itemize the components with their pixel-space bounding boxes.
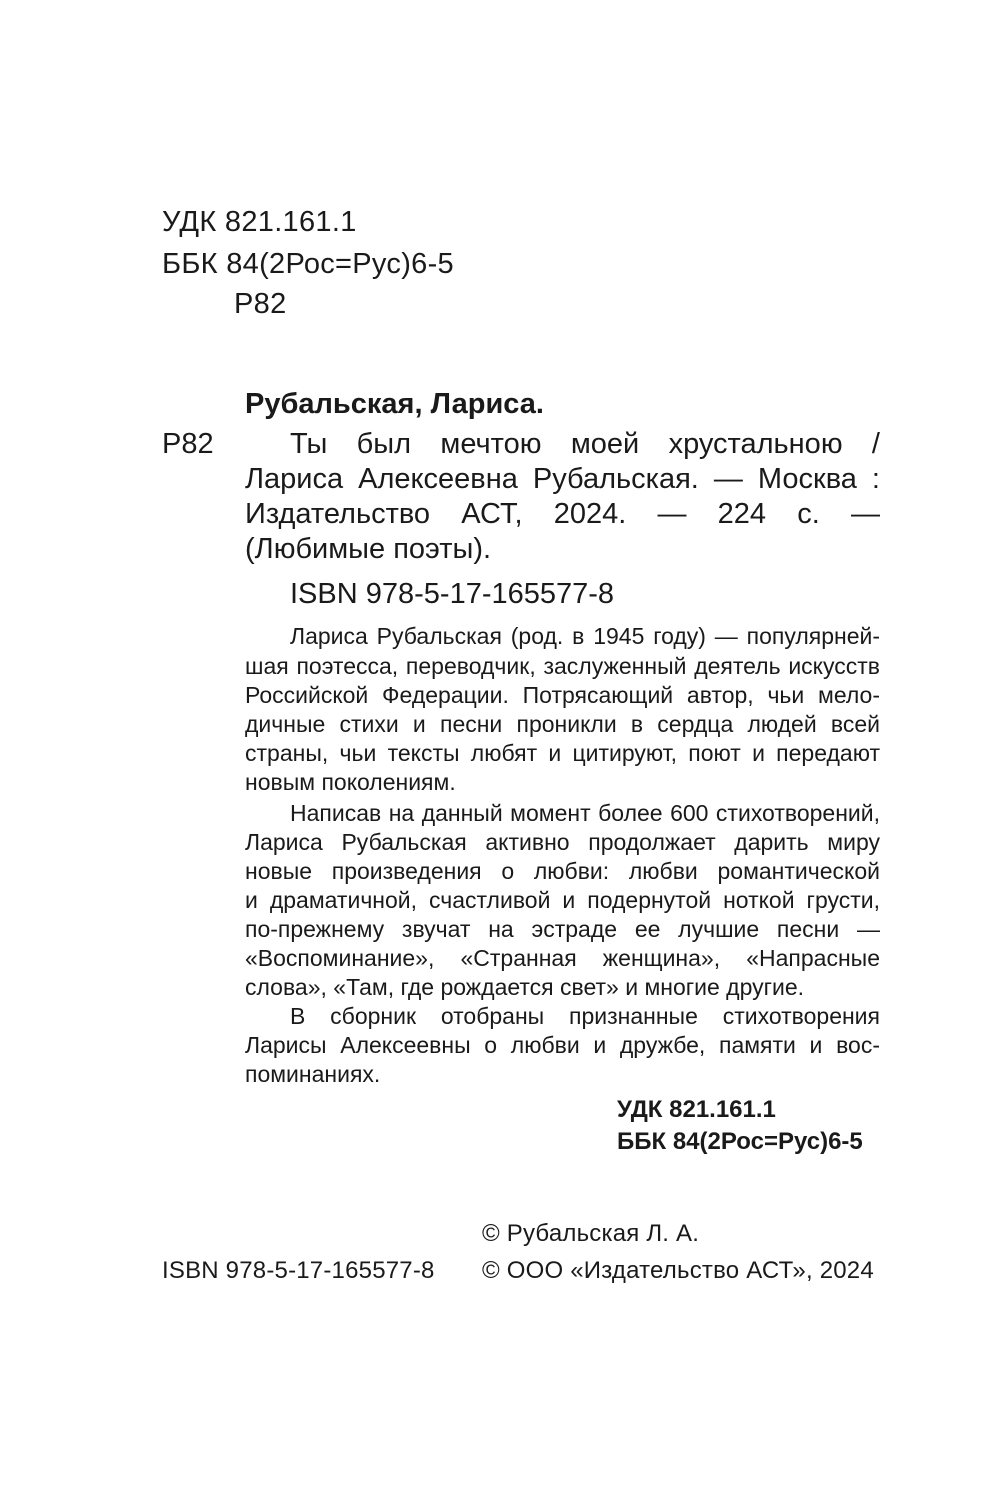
annotation-line: страны, чьи тексты любят и цитируют, поют и передают <box>245 740 880 766</box>
udk-code-top: УДК 821.161.1 <box>162 206 357 238</box>
record-title-line-3: Издательство АСТ, 2024. — 224 с. — <box>245 498 880 530</box>
author-sign-top: Р82 <box>234 288 287 320</box>
annotation-line: шая поэтесса, переводчик, заслуженный деятель искусств <box>245 653 880 679</box>
annotation-line: Лариса Рубальская активно продолжает дарить миру <box>245 829 880 855</box>
isbn-record: ISBN 978-5-17-165577-8 <box>290 578 615 610</box>
annotation-line: новые произведения о любви: любви романтической <box>245 858 880 884</box>
annotation-line: Ларисы Алексеевны о любви и дружбе, памяти и вос- <box>245 1032 880 1058</box>
annotation-line: Российской Федерации. Потрясающий автор, чьи мело- <box>245 682 880 708</box>
author-heading: Рубальская, Лариса. <box>245 388 544 420</box>
annotation-line: слова», «Там, где рождается свет» и многие другие. <box>245 974 805 1000</box>
isbn-footer: ISBN 978-5-17-165577-8 <box>162 1257 435 1284</box>
record-title-line-1: Ты был мечтою моей хрустальною / <box>290 428 880 460</box>
annotation-line: поминаниях. <box>245 1061 381 1087</box>
record-series: (Любимые поэты). <box>245 533 492 565</box>
udk-code-bottom: УДК 821.161.1 <box>617 1096 776 1123</box>
copyright-publisher: © ООО «Издательство АСТ», 2024 <box>482 1257 874 1284</box>
bbk-code-bottom: ББК 84(2Рос=Рус)6-5 <box>617 1128 863 1155</box>
annotation-line: по-прежнему звучат на эстраде ее лучшие песни — <box>245 916 880 942</box>
annotation-line: Написав на данный момент более 600 стихотворений, <box>290 800 880 826</box>
annotation-line: и драматичной, счастливой и подернутой ноткой грусти, <box>245 887 880 913</box>
record-title-line-2: Лариса Алексеевна Рубальская. — Москва : <box>245 463 880 495</box>
copyright-author: © Рубальская Л. А. <box>482 1220 700 1247</box>
annotation-line: «Воспоминание», «Странная женщина», «Напрасные <box>245 945 880 971</box>
annotation-line: В сборник отобраны признанные стихотворения <box>290 1003 880 1029</box>
bbk-code-top: ББК 84(2Рос=Рус)6-5 <box>162 248 454 280</box>
author-sign-record: Р82 <box>162 428 214 460</box>
annotation-line: Лариса Рубальская (род. в 1945 году) — популярней- <box>290 623 880 649</box>
annotation-line: новым поколениям. <box>245 769 456 795</box>
annotation-line: дичные стихи и песни проникли в сердца людей всей <box>245 711 880 737</box>
